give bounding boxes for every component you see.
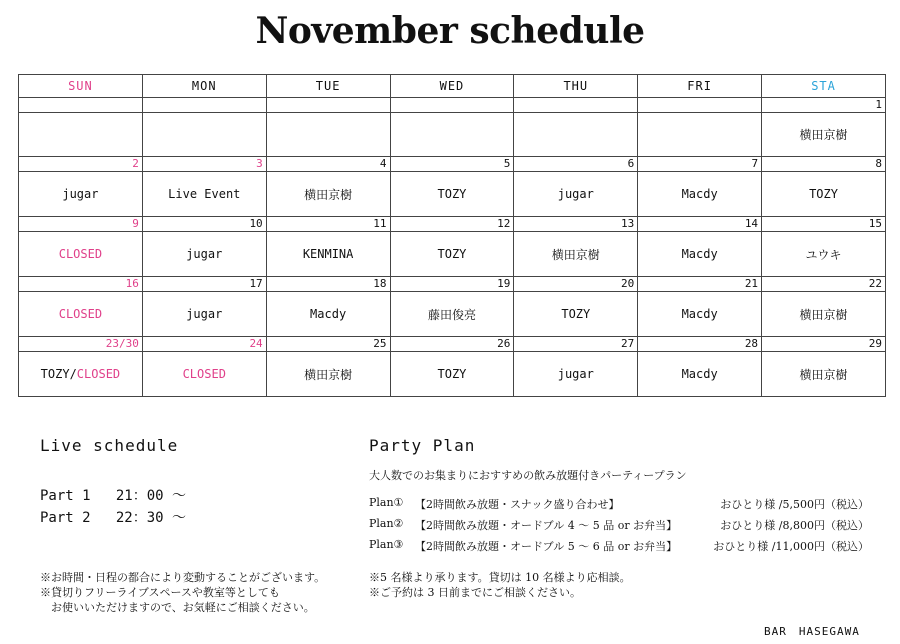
date-number: 26 bbox=[390, 337, 514, 352]
day-event-cell bbox=[266, 292, 390, 337]
day-event-cell bbox=[762, 292, 886, 337]
event-label: 横田京樹 bbox=[551, 247, 600, 262]
day-event-cell bbox=[19, 232, 143, 277]
live-note: お使いいただけますので、お気軽にご相談ください。 bbox=[40, 601, 315, 614]
event-label: KENMINA bbox=[302, 247, 354, 261]
day-event-cell bbox=[390, 172, 514, 217]
date-number: 18 bbox=[266, 277, 390, 292]
event-label-secondary: CLOSED bbox=[76, 367, 121, 381]
date-number: 15 bbox=[762, 217, 886, 232]
live-notes bbox=[40, 570, 325, 615]
event-label: jugar bbox=[186, 247, 223, 261]
event-label: 横田京樹 bbox=[304, 187, 353, 202]
day-event-cell bbox=[266, 113, 390, 157]
date-row bbox=[19, 277, 886, 292]
weekday-sun: SUN bbox=[19, 75, 143, 98]
calendar-body bbox=[19, 98, 886, 397]
event-row bbox=[19, 292, 886, 337]
event-row bbox=[19, 352, 886, 397]
event-label: Macdy bbox=[681, 247, 718, 261]
day-event-cell bbox=[514, 292, 638, 337]
day-event-cell bbox=[638, 172, 762, 217]
event-row bbox=[19, 113, 886, 157]
date-row bbox=[19, 337, 886, 352]
day-event-cell bbox=[762, 172, 886, 217]
party-notes bbox=[369, 570, 631, 600]
day-event-cell bbox=[390, 232, 514, 277]
event-label: jugar bbox=[557, 187, 594, 201]
date-number bbox=[514, 98, 638, 113]
event-label: CLOSED bbox=[58, 307, 103, 321]
bar-name-footer: BAR HASEGAWA bbox=[764, 625, 860, 638]
date-number: 8 bbox=[762, 157, 886, 172]
date-number: 16 bbox=[19, 277, 143, 292]
date-number: 19 bbox=[390, 277, 514, 292]
day-event-cell bbox=[390, 352, 514, 397]
weekday-tue: TUE bbox=[266, 75, 390, 98]
event-label: Macdy bbox=[681, 367, 718, 381]
date-number: 29 bbox=[762, 337, 886, 352]
day-event-cell bbox=[19, 113, 143, 157]
plan-price: おひとり様 /8,800円（税込） bbox=[720, 519, 869, 532]
date-number: 23/30 bbox=[19, 337, 143, 352]
plan-row-1 bbox=[369, 496, 869, 512]
event-label: TOZY bbox=[437, 367, 467, 381]
party-plan-title: Party Plan bbox=[369, 436, 476, 455]
date-number: 10 bbox=[142, 217, 266, 232]
live-part-1 bbox=[40, 485, 186, 505]
event-label: 横田京樹 bbox=[304, 367, 353, 382]
live-note: ※お時間・日程の都合により変動することがございます。 bbox=[40, 571, 326, 584]
plan-description: 【2時間飲み放題・オードブル 5 ～ 6 品 or お弁当】 bbox=[415, 540, 678, 553]
event-label: 横田京樹 bbox=[799, 307, 848, 322]
event-row bbox=[19, 232, 886, 277]
event-label: TOZY bbox=[437, 247, 467, 261]
live-part-time: 21：00 ～ bbox=[115, 488, 187, 504]
date-number: 24 bbox=[142, 337, 266, 352]
event-label: Macdy bbox=[310, 307, 347, 321]
event-label: CLOSED bbox=[58, 247, 103, 261]
day-event-cell bbox=[390, 292, 514, 337]
date-number: 17 bbox=[142, 277, 266, 292]
live-part-label: Part 2 bbox=[40, 510, 91, 526]
date-number bbox=[266, 98, 390, 113]
plan-description: 【2時間飲み放題・オードブル 4 ～ 5 品 or お弁当】 bbox=[415, 519, 678, 532]
live-part-label: Part 1 bbox=[40, 488, 91, 504]
calendar-table bbox=[18, 74, 886, 397]
event-label: TOZY/ bbox=[40, 367, 77, 381]
plan-row-3 bbox=[369, 538, 869, 554]
day-event-cell bbox=[390, 113, 514, 157]
date-number bbox=[19, 98, 143, 113]
date-number: 9 bbox=[19, 217, 143, 232]
date-number: 3 bbox=[142, 157, 266, 172]
date-row bbox=[19, 98, 886, 113]
day-event-cell bbox=[19, 292, 143, 337]
plan-description: 【2時間飲み放題・スナック盛り合わせ】 bbox=[415, 498, 620, 511]
date-number: 5 bbox=[390, 157, 514, 172]
date-number: 13 bbox=[514, 217, 638, 232]
day-event-cell bbox=[514, 172, 638, 217]
event-label: TOZY bbox=[561, 307, 591, 321]
day-event-cell bbox=[514, 352, 638, 397]
date-number: 2 bbox=[19, 157, 143, 172]
plan-label: Plan② bbox=[369, 517, 404, 530]
event-label: jugar bbox=[62, 187, 99, 201]
plan-row-2 bbox=[369, 517, 869, 533]
event-label: Macdy bbox=[681, 307, 718, 321]
weekday-sta: STA bbox=[762, 75, 886, 98]
event-label: jugar bbox=[557, 367, 594, 381]
event-label: 横田京樹 bbox=[799, 367, 848, 382]
day-event-cell bbox=[266, 232, 390, 277]
day-event-cell bbox=[638, 232, 762, 277]
day-event-cell bbox=[142, 352, 266, 397]
date-number: 28 bbox=[638, 337, 762, 352]
live-schedule-title: Live schedule bbox=[40, 436, 179, 455]
event-label: 藤田俊亮 bbox=[427, 307, 476, 322]
day-event-cell bbox=[19, 172, 143, 217]
event-label: Macdy bbox=[681, 187, 718, 201]
event-label: jugar bbox=[186, 307, 223, 321]
date-number bbox=[638, 98, 762, 113]
day-event-cell bbox=[762, 113, 886, 157]
day-event-cell bbox=[762, 232, 886, 277]
party-plan-subtitle: 大人数でのお集まりにおすすめの飲み放題付きパーティープラン bbox=[369, 469, 687, 482]
day-event-cell bbox=[19, 352, 143, 397]
event-label: TOZY bbox=[437, 187, 467, 201]
page-title: November schedule bbox=[255, 10, 645, 52]
event-label: ユウキ bbox=[805, 247, 842, 262]
weekday-header-row bbox=[19, 75, 886, 98]
live-note: ※貸切りフリーライブスペースや教室等としても bbox=[40, 586, 280, 599]
day-event-cell bbox=[638, 292, 762, 337]
day-event-cell bbox=[142, 172, 266, 217]
weekday-wed: WED bbox=[390, 75, 514, 98]
day-event-cell bbox=[266, 352, 390, 397]
date-number: 27 bbox=[514, 337, 638, 352]
weekday-thu: THU bbox=[514, 75, 638, 98]
date-number: 1 bbox=[762, 98, 886, 113]
date-number: 25 bbox=[266, 337, 390, 352]
date-number: 22 bbox=[762, 277, 886, 292]
weekday-fri: FRI bbox=[638, 75, 762, 98]
event-label: TOZY bbox=[809, 187, 838, 201]
event-label: CLOSED bbox=[182, 367, 226, 381]
day-event-cell bbox=[638, 352, 762, 397]
date-number: 4 bbox=[266, 157, 390, 172]
date-row bbox=[19, 157, 886, 172]
party-note: ※ご予約は 3 日前までにご相談ください。 bbox=[369, 586, 581, 599]
plan-price: おひとり様 /11,000円（税込） bbox=[713, 540, 869, 553]
event-row bbox=[19, 172, 886, 217]
date-number bbox=[390, 98, 514, 113]
day-event-cell bbox=[514, 232, 638, 277]
event-label: Live Event bbox=[168, 187, 241, 201]
live-part-2 bbox=[40, 507, 186, 527]
live-part-time: 22：30 ～ bbox=[115, 510, 187, 526]
event-label: 横田京樹 bbox=[799, 128, 848, 142]
day-event-cell bbox=[142, 292, 266, 337]
day-event-cell bbox=[514, 113, 638, 157]
day-event-cell bbox=[142, 113, 266, 157]
party-note: ※5 名様より承ります。貸切は 10 名様より応相談。 bbox=[369, 571, 631, 584]
date-number: 7 bbox=[638, 157, 762, 172]
date-row bbox=[19, 217, 886, 232]
date-number: 12 bbox=[390, 217, 514, 232]
weekday-mon: MON bbox=[142, 75, 266, 98]
date-number: 21 bbox=[638, 277, 762, 292]
day-event-cell bbox=[762, 352, 886, 397]
date-number: 20 bbox=[514, 277, 638, 292]
plan-price: おひとり様 /5,500円（税込） bbox=[720, 498, 869, 511]
date-number bbox=[142, 98, 266, 113]
date-number: 11 bbox=[266, 217, 390, 232]
day-event-cell bbox=[266, 172, 390, 217]
plan-label: Plan① bbox=[369, 496, 404, 509]
day-event-cell bbox=[638, 113, 762, 157]
plan-label: Plan③ bbox=[369, 538, 404, 551]
date-number: 6 bbox=[514, 157, 638, 172]
day-event-cell bbox=[142, 232, 266, 277]
date-number: 14 bbox=[638, 217, 762, 232]
